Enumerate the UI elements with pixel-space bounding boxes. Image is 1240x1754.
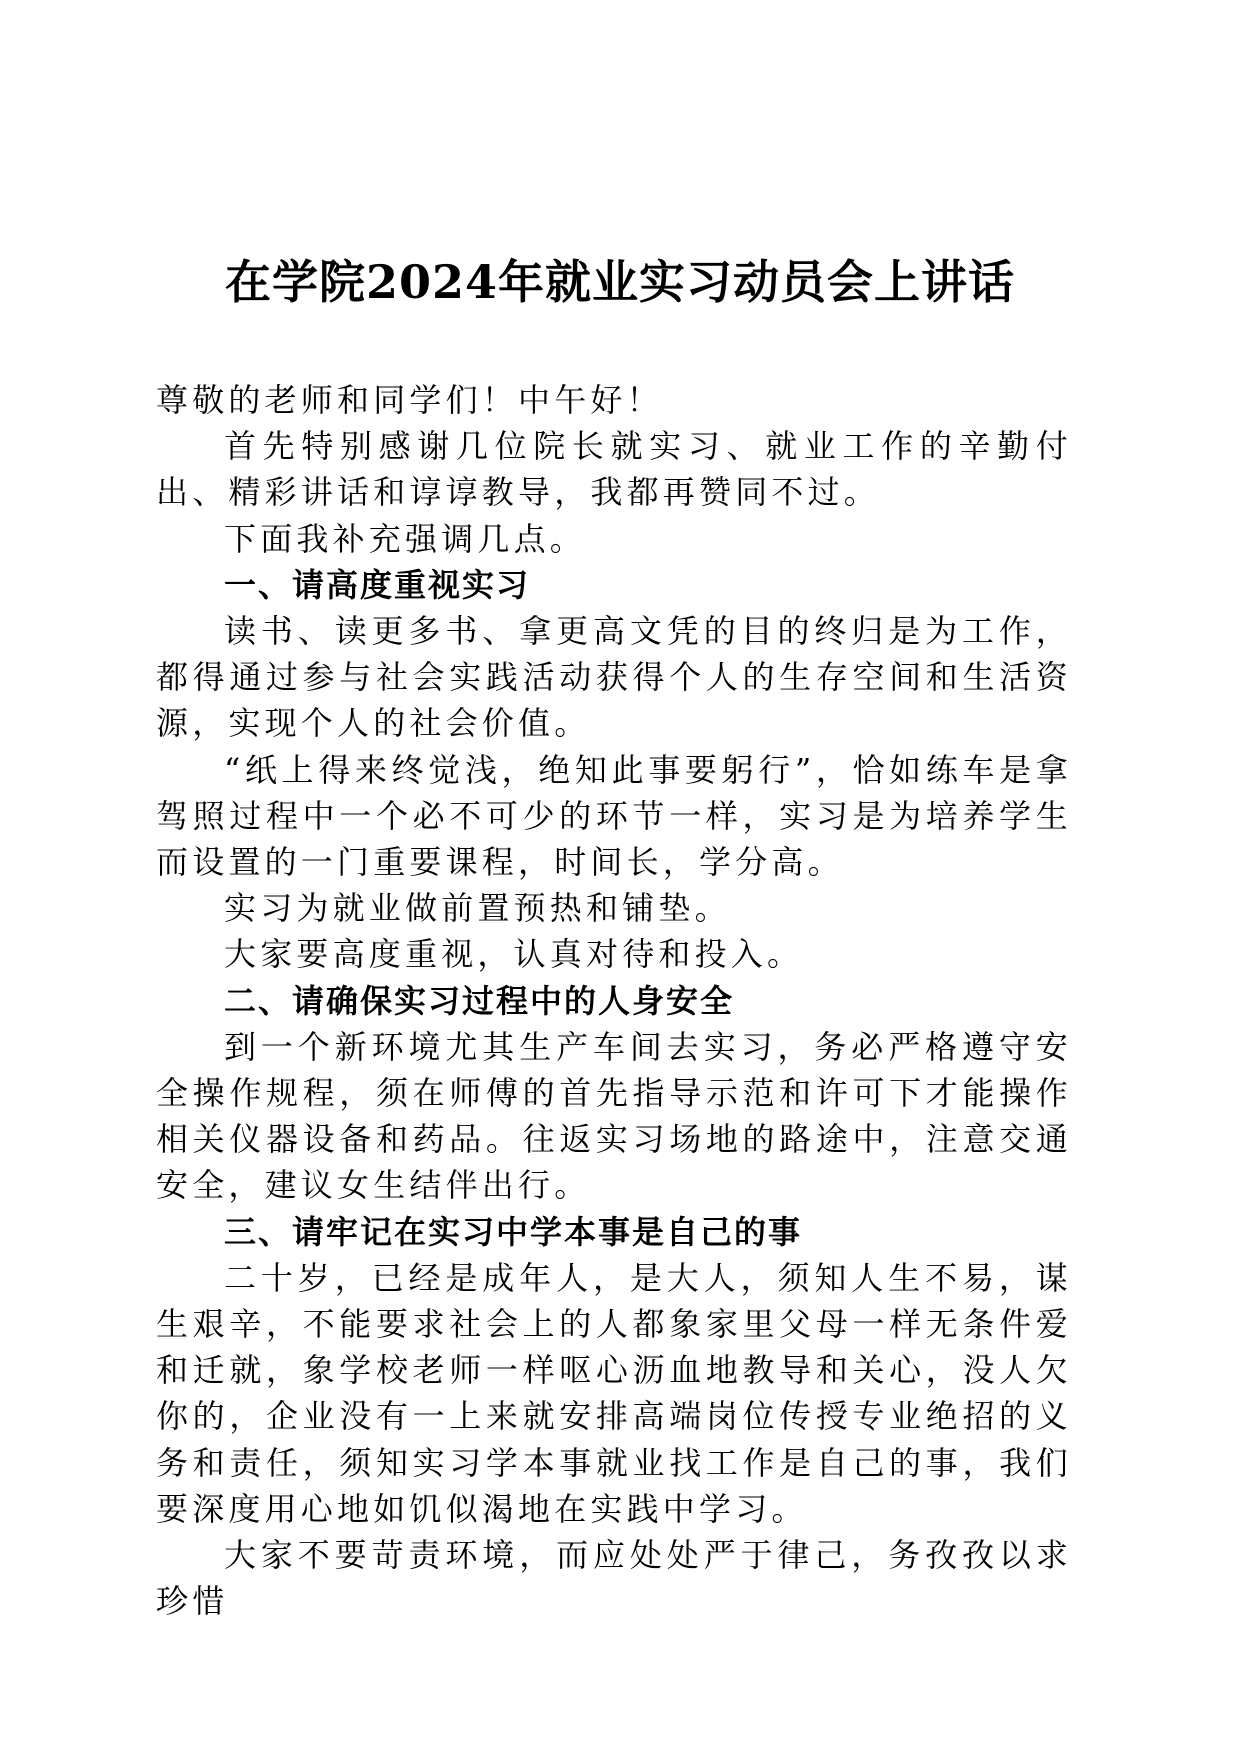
paragraph: 大家不要苛责环境，而应处处严于律己，务孜孜以求珍惜: [156, 1536, 1072, 1621]
paragraph: 读书、读更多书、拿更高文凭的目的终归是为工作，都得通过参与社会实践活动获得个人的生存空间和生活资源，实现个人的社会价值。: [156, 612, 1072, 743]
paragraph: 实习为就业做前置预热和铺垫。: [224, 889, 731, 928]
paragraph: 首先特别感谢几位院长就实习、就业工作的辛勤付出、精彩讲话和谆谆教导，我都再赞同不过。: [156, 427, 1072, 512]
document-body: [156, 377, 1072, 1624]
paragraph: 大家要高度重视，认真对待和投入。: [224, 935, 804, 974]
section-heading: 一、请高度重视实习: [224, 565, 531, 604]
paragraph: “纸上得来终觉浅，绝知此事要躬行”，恰如练车是拿驾照过程中一个必不可少的环节一样，实习是为培养学生而设置的一门重要课程，时间长，学分高。: [156, 750, 1072, 882]
paragraph: 下面我补充强调几点。: [224, 519, 587, 558]
section-heading: 三、请牢记在实习中学本事是自己的事: [224, 1212, 803, 1251]
paragraph: 二十岁，已经是成年人，是大人，须知人生不易，谋生艰辛，不能要求社会上的人都象家里父母一样无条件爱和迁就，象学校老师一样呕心沥血地教导和关心，没人欠你的，企业没有一上来就安排高端岗位传授专业绝招的义务和责任，须知实习学本事就业找工作是自己的事，我们要深度用心地如饥似渴地在实践中学习。: [156, 1258, 1072, 1528]
section-heading: 二、请确保实习过程中的人身安全: [224, 981, 735, 1020]
document-title: 在学院2024年就业实习动员会上讲话: [224, 255, 1016, 309]
salutation: 尊敬的老师和同学们！中午好！: [156, 381, 663, 419]
paragraph: 到一个新环境尤其生产车间去实习，务必严格遵守安全操作规程，须在师傅的首先指导示范和许可下才能操作相关仪器设备和药品。往返实习场地的路途中，注意交通安全，建议女生结伴出行。: [156, 1027, 1072, 1205]
